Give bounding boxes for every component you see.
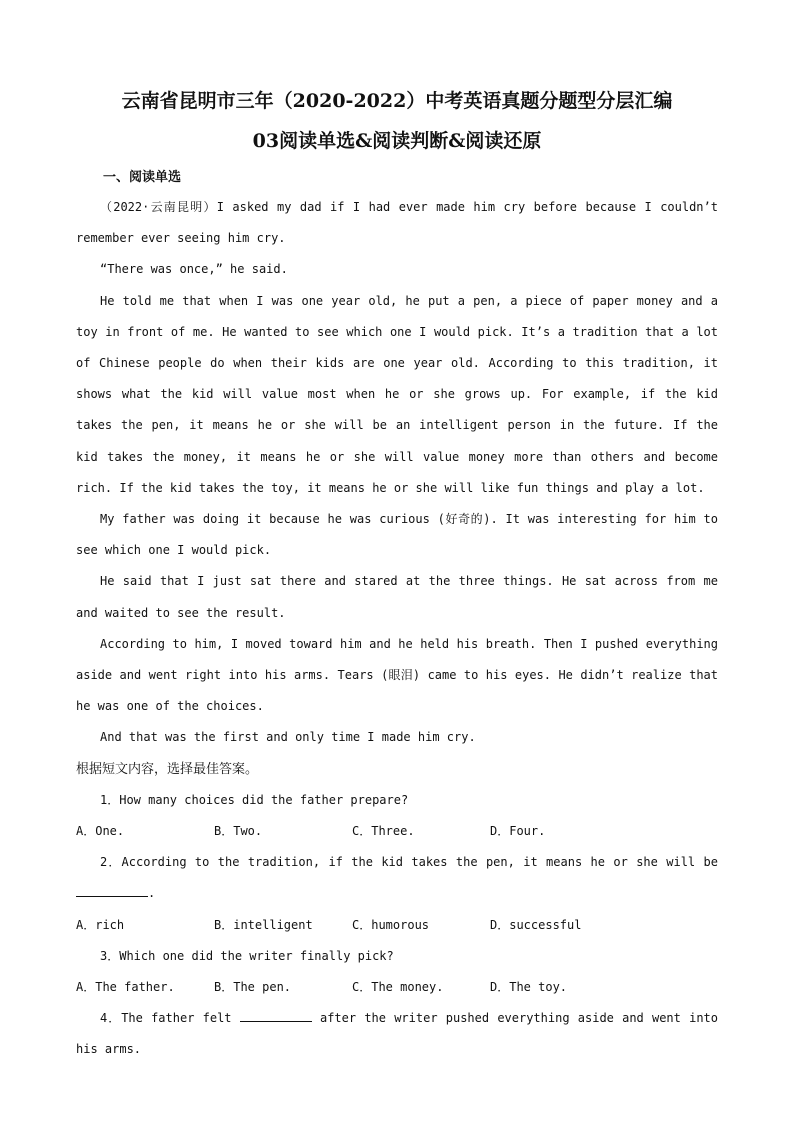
passage-paragraph: According to him, I moved toward him and he held his breath. Then I pushed everything aside and went right into his arms. Tears (眼泪) came to his eyes. He didn’t realize that he was one of the choices.	[76, 636, 718, 714]
option-d: D．successful	[490, 917, 582, 932]
question-2-text: 2．According to the tradition, if the kid takes the pen, it means he or she will be	[100, 855, 718, 870]
question-3-stem	[76, 941, 718, 972]
passage-paragraph: “There was once,” he said.	[100, 262, 288, 277]
passage-paragraph: He told me that when I was one year old, he put a pen, a piece of paper money and a toy in front of me. He wanted to see which one I would pick. It’s a tradition that a lot of Chinese people do when their kids are one year old. According to this tradition, it shows what the kid will value most when he or she grows up. For example, if the kid takes the pen, it means he or she will be an intelligent person in the future. If the kid takes the money, it means he or she will value money more than others and become rich. If the kid takes the toy, it means he or she will like fun things and play a lot.	[76, 293, 718, 495]
document-title: 云南省昆明市三年（2020-2022）中考英语真题分题型分层汇编	[121, 90, 673, 112]
answer-blank	[76, 884, 148, 897]
question-3-text: 3．Which one did the writer finally pick?	[100, 948, 394, 963]
question-4-stem	[76, 1003, 718, 1065]
passage-paragraph: （2022·云南昆明）I asked my dad if I had ever made him cry before because I couldn’t remember ever seeing him cry.	[76, 200, 718, 246]
question-1-options	[76, 816, 718, 847]
option-b: B．intelligent	[214, 917, 313, 932]
section-heading: 一、阅读单选	[103, 170, 182, 185]
question-1-text: 1．How many choices did the father prepare?	[100, 792, 409, 807]
option-a: A．One.	[76, 824, 125, 839]
passage-paragraph: He said that I just sat there and stared at the three things. He sat across from me and waited to see the result.	[76, 574, 718, 620]
option-a: A．The father.	[76, 980, 175, 995]
document-body	[76, 192, 718, 1066]
question-2-options	[76, 910, 718, 941]
answer-blank	[240, 1009, 312, 1022]
question-3-options	[76, 972, 718, 1003]
option-d: D．The toy.	[490, 980, 568, 995]
passage-paragraph: And that was the first and only time I made him cry.	[100, 730, 476, 745]
option-a: A．rich	[76, 917, 125, 932]
passage-paragraph: My father was doing it because he was curious (好奇的). It was interesting for him to see which one I would pick.	[76, 512, 718, 558]
option-c: C．humorous	[352, 917, 430, 932]
instruction-text: 根据短文内容，选择最佳答案。	[76, 761, 259, 777]
question-1-stem	[76, 785, 718, 816]
option-c: C．Three.	[352, 824, 415, 839]
question-4-text: 4．The father felt	[100, 1011, 232, 1026]
question-4-text-end: after the writer pushed everything aside and went into his arms.	[76, 1011, 718, 1057]
question-2-text-end: .	[148, 886, 156, 901]
option-c: C．The money.	[352, 980, 444, 995]
question-2-stem	[76, 847, 718, 909]
option-b: B．The pen.	[214, 980, 292, 995]
option-b: B．Two.	[214, 824, 263, 839]
option-d: D．Four.	[490, 824, 546, 839]
document-subtitle: 03阅读单选&阅读判断&阅读还原	[252, 130, 542, 152]
